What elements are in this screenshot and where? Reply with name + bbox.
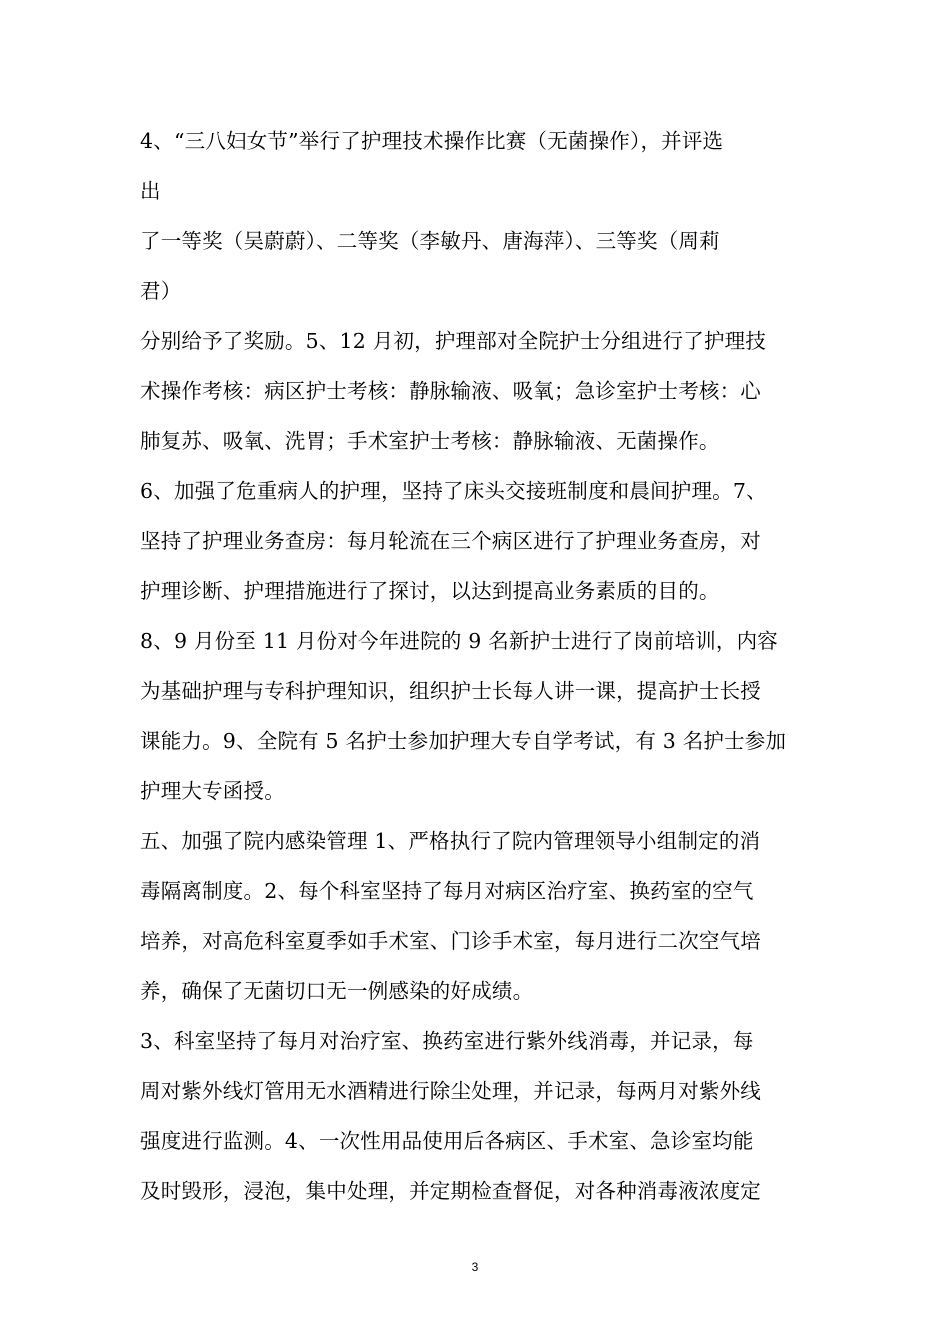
text-line: 8、9 月份至 11 月份对今年进院的 9 名新护士进行了岗前培训，内容 <box>140 629 778 653</box>
text-line: 4、“三八妇女节”举行了护理技术操作比赛（无菌操作），并评选 <box>140 129 724 153</box>
text-line: 护理诊断、护理措施进行了探讨，以达到提高业务素质的目的。 <box>140 579 720 603</box>
text-line: 6、加强了危重病人的护理，坚持了床头交接班制度和晨间护理。7、 <box>140 479 767 503</box>
text-line: 五、加强了院内感染管理 1、严格执行了院内管理领导小组制定的消 <box>140 829 761 853</box>
text-line: 课能力。9、全院有 5 名护士参加护理大专自学考试，有 3 名护士参加 <box>140 729 787 753</box>
text-line: 分别给予了奖励。5、12 月初，护理部对全院护士分组进行了护理技 <box>140 329 767 353</box>
text-line: 了一等奖（吴蔚蔚）、二等奖（李敏丹、唐海萍）、三等奖（周莉 <box>140 229 720 253</box>
text-line: 坚持了护理业务查房：每月轮流在三个病区进行了护理业务查房，对 <box>140 529 761 553</box>
text-line: 护理大专函授。 <box>140 779 285 803</box>
text-line: 为基础护理与专科护理知识，组织护士长每人讲一课，提高护士长授 <box>140 679 761 703</box>
text-line: 术操作考核：病区护士考核：静脉输液、吸氧；急诊室护士考核：心 <box>140 379 761 403</box>
text-line: 养，确保了无菌切口无一例感染的好成绩。 <box>140 979 534 1003</box>
text-line: 3、科室坚持了每月对治疗室、换药室进行紫外线消毒，并记录，每 <box>140 1029 754 1053</box>
text-line: 君） <box>140 279 182 303</box>
text-line: 周对紫外线灯管用无水酒精进行除尘处理，并记录，每两月对紫外线 <box>140 1079 761 1103</box>
text-line: 毒隔离制度。2、每个科室坚持了每月对病区治疗室、换药室的空气 <box>140 879 754 903</box>
body-text <box>140 121 830 1221</box>
text-line: 培养，对高危科室夏季如手术室、门诊手术室，每月进行二次空气培 <box>140 929 761 953</box>
page-number: 3 <box>471 1260 479 1274</box>
text-line: 强度进行监测。4、一次性用品使用后各病区、手术室、急诊室均能 <box>140 1129 754 1153</box>
text-line: 出 <box>140 179 161 203</box>
text-line: 及时毁形，浸泡，集中处理，并定期检查督促，对各种消毒液浓度定 <box>140 1179 761 1203</box>
text-line: 肺复苏、吸氧、洗胃；手术室护士考核：静脉输液、无菌操作。 <box>140 429 720 453</box>
